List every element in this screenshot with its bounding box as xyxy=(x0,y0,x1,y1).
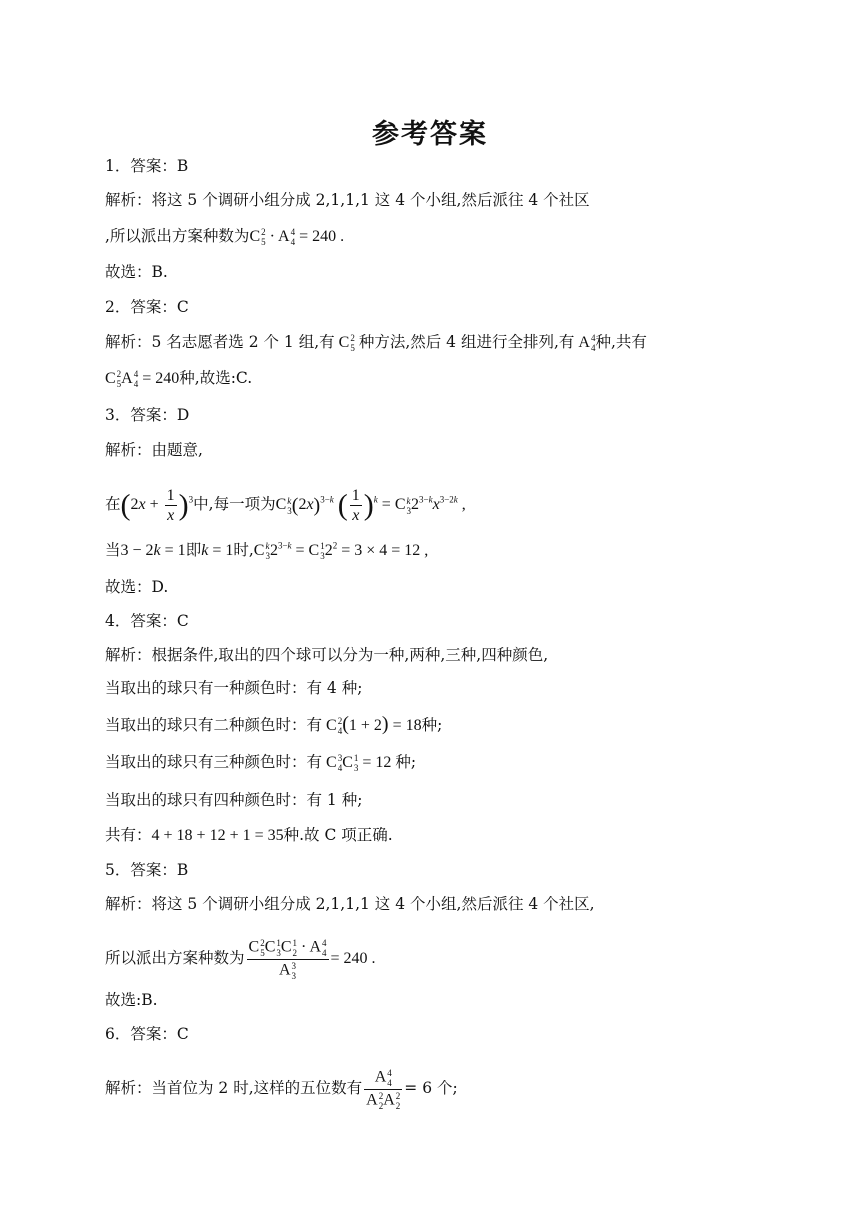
q3-conclusion: 故选：D. xyxy=(105,578,169,596)
q2-analysis-line-2: C 2 5 A 4 4 = 240种,故选:C. xyxy=(105,369,253,390)
q3-analysis-line-1: 解析：由题意, xyxy=(105,441,203,459)
q6-answer: 6．答案：C xyxy=(105,1025,189,1043)
q4-analysis-line-1: 解析：根据条件,取出的四个球可以分为一种,两种,三种,四种颜色, xyxy=(105,646,549,664)
q3-general-term: C k 3 $(2x)^{3-k}$ ( $\frac{1}{x}$ )$^k$ = C k 3 $2^{3-k}x^{3-2k}$ , xyxy=(275,487,466,524)
q4-case-3: 当取出的球只有三种颜色时：有 C 3 4 C 1 3 = 12 种; xyxy=(105,753,417,774)
q3-answer: 3．答案：D xyxy=(105,406,190,424)
q4-answer: 4．答案：C xyxy=(105,612,189,630)
q2-formula: C 2 5 A 4 4 = 240 xyxy=(105,369,180,390)
q2-answer: 2．答案：C xyxy=(105,298,189,316)
q1-analysis-line-1: 解析：将这 5 个调研小组分成 2,1,1,1 这 4 个小组,然后派往 4 个社区 xyxy=(105,191,590,209)
q6-analysis-line-1: 解析：当首位为 2 时,这样的五位数有 A 4 4 A 2 2 A 2 2 = 6 个; xyxy=(105,1068,458,1111)
q3-analysis-line-2: 在(2x + $\frac{1}{x}$ )$^3$中,每一项为C k 3 $(2x)^{3-k}$ ( $\frac{1}{x}$ )$^k$ = C k 3 $2^{3-k}x^{3-2k}$ , xyxy=(105,487,466,524)
q3-analysis-line-3: 当3 − 2k = 1即k = 1时,C k 3 $2^{3-k} = C$ 1 3 $2^2 = 3 \times 4 = 12$ , xyxy=(105,540,429,562)
q2-analysis-line-1: 解析：5 名志愿者选 2 个 1 组,有 C 2 5 种方法,然后 4 组进行全排列,有 A 4 4 种,共有 xyxy=(105,333,647,354)
q4-case-4: 当取出的球只有四种颜色时：有 1 种; xyxy=(105,791,363,809)
q5-formula: C 2 5 C 1 3 C 1 2 · A 4 4 A 3 3 = 240 . xyxy=(248,938,376,981)
q5-answer: 5．答案：B xyxy=(105,861,189,879)
q1-answer: 1．答案：B xyxy=(105,157,189,175)
q3-binomial: (2x + $\frac{1}{x}$ )$^3$ xyxy=(120,487,194,524)
q1-conclusion: 故选：B. xyxy=(105,263,168,281)
q5-conclusion: 故选:B. xyxy=(105,991,158,1009)
q1-analysis-line-2: ,所以派出方案种数为C 2 5 · A 4 4 = 240 . xyxy=(105,227,345,248)
q5-analysis-line-2: 所以派出方案种数为 C 2 5 C 1 3 C 1 2 · A 4 4 A 3 3 = 240 . xyxy=(105,938,376,981)
q4-case-1: 当取出的球只有一种颜色时：有 4 种; xyxy=(105,679,363,697)
q6-formula: A 4 4 A 2 2 A 2 2 xyxy=(366,1068,401,1111)
page-title: 参考答案 xyxy=(372,119,488,150)
q4-total: 共有：4 + 18 + 12 + 1 = 35种.故 C 项正确. xyxy=(105,826,393,844)
q4-case-2: 当取出的球只有二种颜色时：有 C 2 4 (1 + 2) = 18种; xyxy=(105,713,443,737)
q1-formula: C 2 5 · A 4 4 = 240 . xyxy=(249,227,345,248)
q5-analysis-line-1: 解析：将这 5 个调研小组分成 2,1,1,1 这 4 个小组,然后派往 4 个社区, xyxy=(105,895,595,913)
